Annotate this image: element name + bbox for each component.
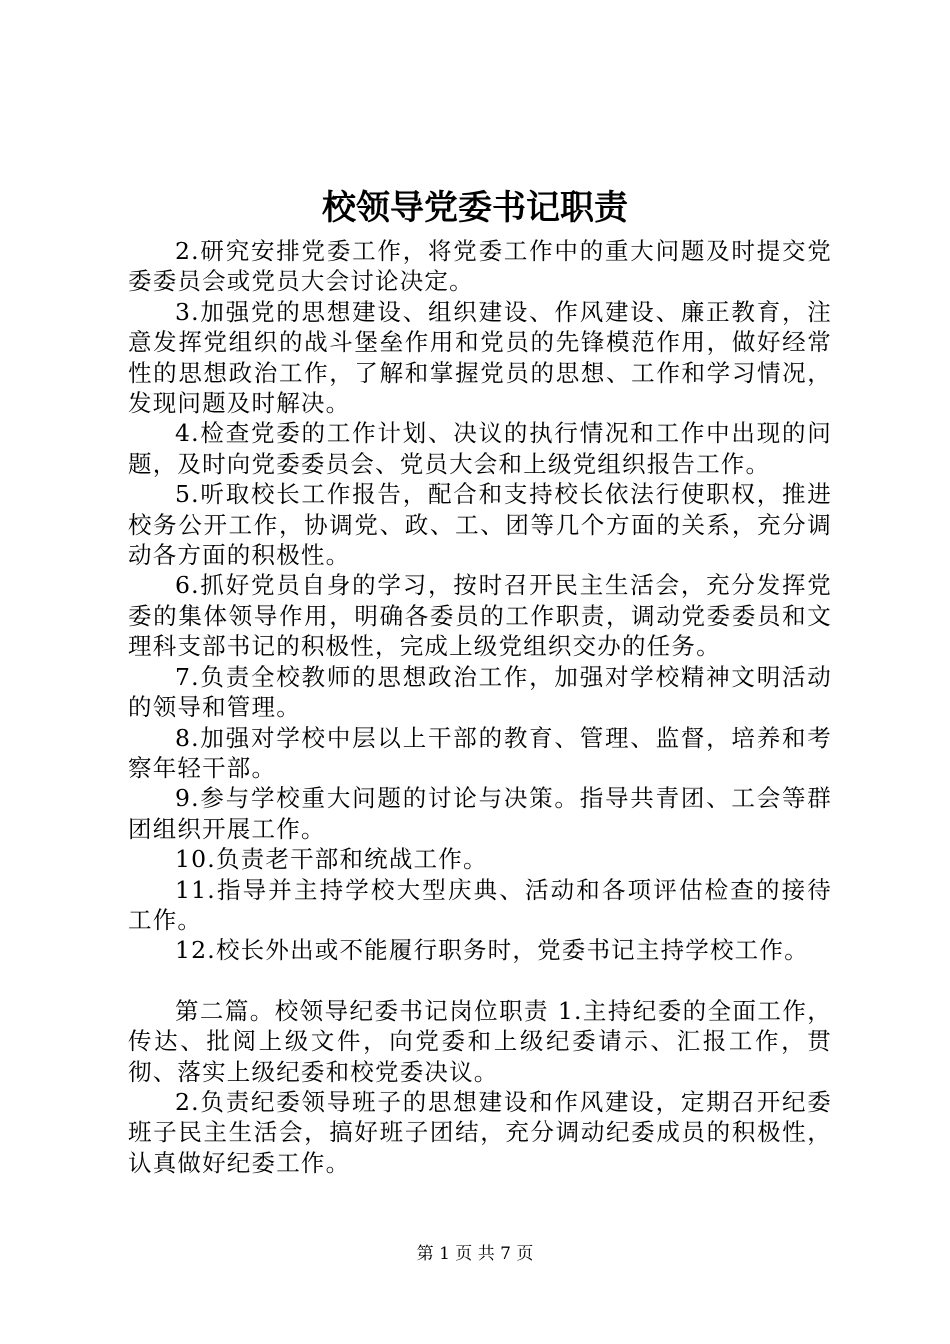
paragraph-3: 3.加强党的思想建设、组织建设、作风建设、廉正教育，注意发挥党组织的战斗堡垒作用和党员的先锋模范作用，做好经常性的思想政治工作，了解和掌握党员的思想、工作和学习情况，发现问题及时解决。 [128,297,832,418]
document-title: 校领导党委书记职责 [322,188,628,228]
paragraph-12: 12.校长外出或不能履行职务时，党委书记主持学校工作。 [175,936,809,965]
paragraph-2: 2.研究安排党委工作，将党委工作中的重大问题及时提交党委委员会或党员大会讨论决定。 [128,237,832,296]
page-footer: 第 1 页 共 7 页 [416,1244,534,1264]
paragraph-11: 11.指导并主持学校大型庆典、活动和各项评估检查的接待工作。 [128,875,832,934]
paragraph-5: 5.听取校长工作报告，配合和支持校长依法行使职权，推进校务公开工作，协调党、政、工、团等几个方面的关系，充分调动各方面的积极性。 [128,480,832,570]
paragraph-4: 4.检查党委的工作计划、决议的执行情况和工作中出现的问题，及时向党委委员会、党员大会和上级党组织报告工作。 [128,419,832,478]
second-section-paragraph-2: 2.负责纪委领导班子的思想建设和作风建设，定期召开纪委班子民主生活会，搞好班子团结，充分调动纪委成员的积极性，认真做好纪委工作。 [128,1087,832,1177]
paragraph-8: 8.加强对学校中层以上干部的教育、管理、监督，培养和考察年轻干部。 [128,723,832,782]
paragraph-9: 9.参与学校重大问题的讨论与决策。指导共青团、工会等群团组织开展工作。 [128,784,832,843]
paragraph-10: 10.负责老干部和统战工作。 [175,845,488,874]
document-body [128,236,832,1178]
paragraph-6: 6.抓好党员自身的学习，按时召开民主生活会，充分发挥党委的集体领导作用，明确各委员的工作职责，调动党委委员和文理科支部书记的积极性，完成上级党组织交办的任务。 [128,571,832,661]
section-spacer [128,966,832,996]
second-section-intro: 第二篇。校领导纪委书记岗位职责 1.主持纪委的全面工作，传达、批阅上级文件，向党委和上级纪委请示、汇报工作，贯彻、落实上级纪委和校党委决议。 [128,996,832,1086]
paragraph-7: 7.负责全校教师的思想政治工作，加强对学校精神文明活动的领导和管理。 [128,662,832,722]
